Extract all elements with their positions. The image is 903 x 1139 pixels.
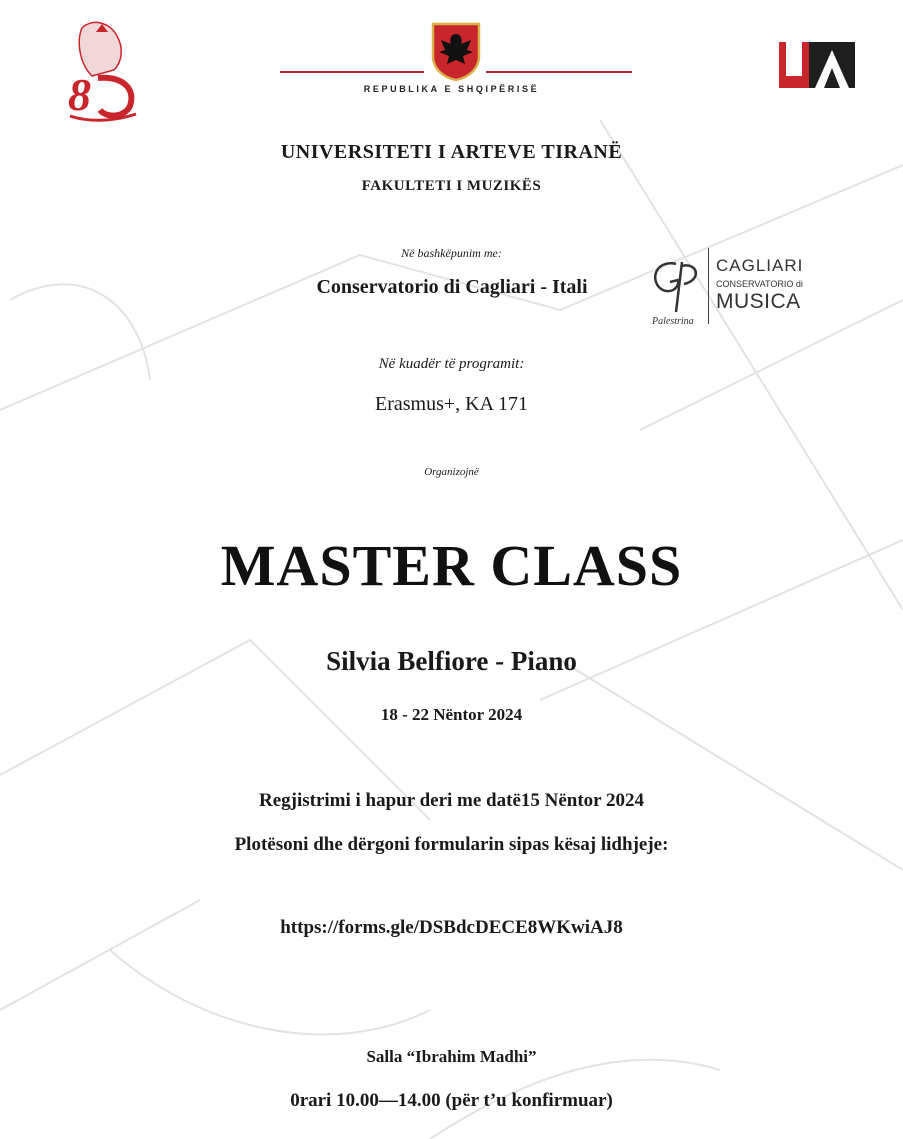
emblem-line-right — [486, 71, 632, 73]
republic-label: REPUBLIKA E SHQIPËRISË — [363, 84, 540, 94]
venue-hours: 0rari 10.00—14.00 (për t’u konfirmuar) — [290, 1090, 613, 1111]
svg-text:Palestrina: Palestrina — [652, 316, 694, 327]
svg-text:8: 8 — [68, 69, 91, 120]
registration-deadline: Regjistrimi i hapur deri me datë15 Nëntor 2024 — [258, 790, 645, 811]
registration-link[interactable]: https://forms.gle/DSBdcDECE8WKwiAJ8 — [280, 917, 623, 938]
partnership-label: Në bashkëpunim me: — [401, 246, 502, 260]
anniversary-80-logo — [62, 18, 142, 124]
program-label: Në kuadër të programit: — [378, 356, 525, 372]
venue-hall: Salla “Ibrahim Madhi” — [366, 1047, 537, 1066]
ua-logo — [779, 40, 855, 92]
albanian-eagle-icon — [427, 20, 485, 82]
partner-name: Conservatorio di Cagliari - Itali — [316, 276, 588, 298]
logo-text-cagliari: CAGLIARI — [716, 256, 804, 275]
emblem-line-left — [280, 71, 424, 73]
registration-instruction: Plotësoni dhe dërgoni formularin sipas kësaj lidhjeje: — [234, 834, 669, 855]
event-dates: 18 - 22 Nëntor 2024 — [380, 705, 523, 724]
cagliari-conservatory-logo — [646, 244, 816, 330]
logo-text-conservatorio: CONSERVATORIO di — [716, 279, 803, 289]
event-title: MASTER CLASS — [220, 533, 683, 598]
program-name: Erasmus+, KA 171 — [375, 393, 528, 415]
organizers-label: Organizojnë — [424, 466, 479, 478]
faculty-name: FAKULTETI I MUZIKËS — [361, 178, 542, 194]
speaker-name: Silvia Belfiore - Piano — [326, 646, 577, 676]
logo-divider — [708, 248, 709, 324]
logo-text-musica: MUSICA — [716, 290, 801, 313]
palestrina-signature-icon — [646, 252, 708, 328]
university-name: UNIVERSITETI I ARTEVE TIRANË — [280, 141, 623, 163]
